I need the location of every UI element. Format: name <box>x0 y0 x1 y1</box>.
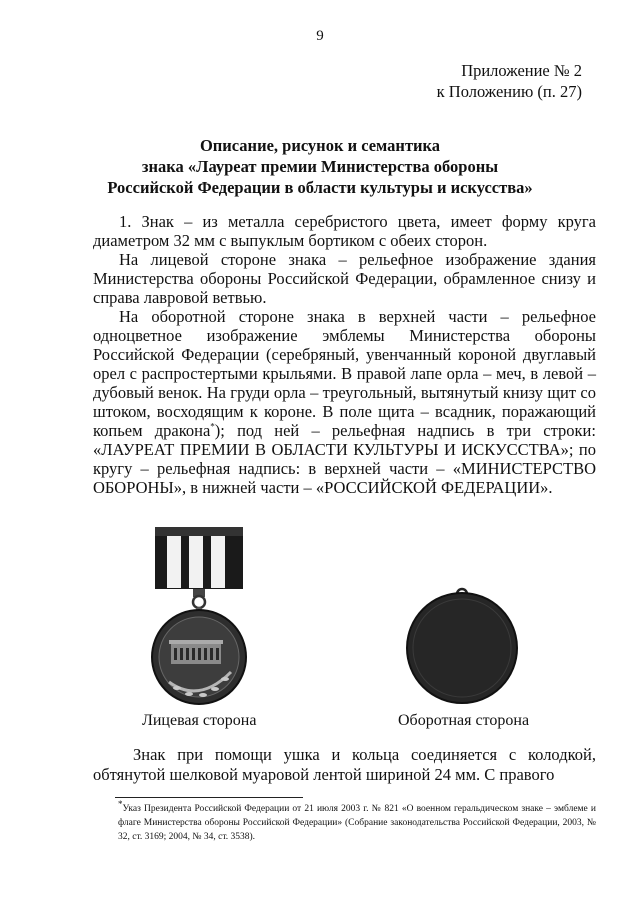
footnote-divider <box>115 797 303 798</box>
appendix-line-1: Приложение № 2 <box>461 61 582 80</box>
document-title <box>60 135 580 198</box>
footnote-marker: * <box>210 421 215 432</box>
caption-back: Оборотная сторона <box>398 712 530 729</box>
medal-back-image <box>398 584 526 708</box>
ribbon-stripe-left <box>167 536 181 588</box>
footnote-body: Указ Президента Российской Федерации от 21 июля 2003 г. № 821 «О военном геральдическом знаке – эмблеме и флаге Министерства обороны Российской Федерации» (Собрание законодательства Российской Федерации, 2003, № 32, ст. 3169; 2004, № 34, ст. 3538). <box>118 804 596 842</box>
page-number: 9 <box>316 28 324 44</box>
title-line-2: знака «Лауреат премии Министерства обороны <box>141 157 499 176</box>
caption-front: Лицевая сторона <box>142 712 257 729</box>
medal-front-image <box>145 522 265 707</box>
ribbon-top-edge <box>155 527 243 536</box>
paragraph-3-end: ); под ней – рельефная надпись в три строки: «ЛАУРЕАТ ПРЕМИИ В ОБЛАСТИ КУЛЬТУРЫ И ИСКУССТВА»; по кругу – рельефная надпись: в верхней части – «МИНИСТЕРСТВО ОБОРОНЫ», в нижней части – «РОССИЙСКОЙ ФЕДЕРАЦИИ». <box>93 421 596 497</box>
building-roof <box>169 640 223 644</box>
medal-back-disk <box>407 593 517 703</box>
title-line-1: Описание, рисунок и семантика <box>199 136 441 155</box>
ribbon-stripe-center <box>189 536 203 588</box>
footnote-marker-bottom: * <box>118 798 123 809</box>
tail-text <box>93 745 596 785</box>
footnote <box>118 798 596 844</box>
appendix-line-2: к Положению (п. 27) <box>436 82 582 101</box>
paragraph-3-start: На оборотной стороне знака в верхней части – рельефное одноцветное изображение эмблемы Министерства обороны Российской Федерации (серебряный, увенчанный короной двуглавый орел с распростертыми крыльями. В правой лапе орла – меч, в левой – дубовый венок. На груди орла – треугольный, вытянутый книзу щит со штоком, восходящим к короне. В поле щита – всадник, поражающий копьем дракона <box>93 307 596 440</box>
paragraph-3 <box>93 307 596 497</box>
appendix-reference <box>437 60 582 102</box>
medal-ring <box>193 596 205 608</box>
paragraph-2: На лицевой стороне знака – рельефное изображение здания Министерства обороны Российской Федерации, обрамленное снизу и справа лавровой ветвью. <box>93 250 596 307</box>
body-text <box>93 212 596 497</box>
tail-paragraph: Знак при помощи ушка и кольца соединяется с колодкой, обтянутой шелковой муаровой лентой шириной 24 мм. С правого <box>93 745 596 784</box>
title-line-3: Российской Федерации в области культуры и искусства» <box>107 178 533 197</box>
footnote-text <box>118 798 596 844</box>
paragraph-1: 1. Знак – из металла серебристого цвета, имеет форму круга диаметром 32 мм с выпуклым бортиком с обеих сторон. <box>93 212 596 250</box>
ribbon-stripe-right <box>211 536 225 588</box>
building-relief <box>171 644 221 664</box>
